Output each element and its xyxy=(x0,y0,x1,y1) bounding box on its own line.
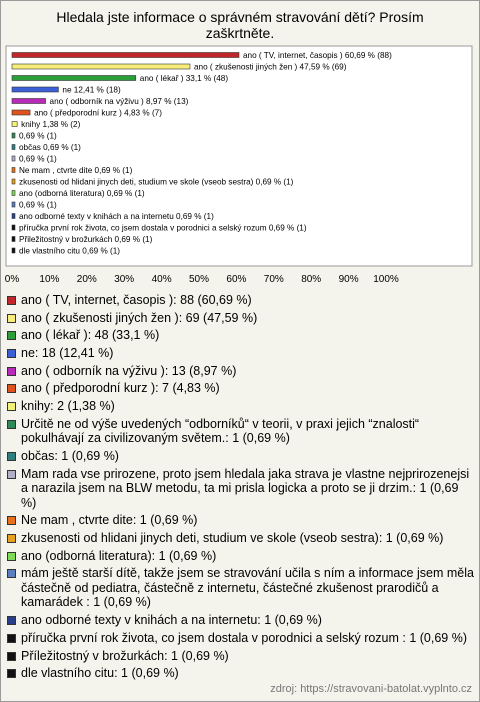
legend-label: ano ( odborník na výživu ): 13 (8,97 %) xyxy=(21,363,237,378)
bar-8 xyxy=(12,133,15,138)
legend-item xyxy=(6,566,474,610)
legend-label: Ne mam , ctvrte dite: 1 (0,69 %) xyxy=(21,513,198,528)
bar-7 xyxy=(12,122,17,127)
bar-label-4: ne 12,41 % (18) xyxy=(62,85,121,95)
x-tick-label: 100% xyxy=(373,274,399,285)
legend-label: Příležitostný v brožurkách: 1 (0,69 %) xyxy=(21,648,229,663)
legend-item xyxy=(6,467,474,511)
legend-swatch xyxy=(7,534,16,543)
legend-swatch xyxy=(7,652,16,661)
legend-item xyxy=(6,417,474,446)
chart-legend xyxy=(6,293,474,684)
legend-item xyxy=(6,399,474,414)
x-tick-label: 80% xyxy=(301,274,322,285)
legend-item xyxy=(6,346,474,361)
legend-item xyxy=(6,328,474,343)
bar-15 xyxy=(12,214,15,219)
legend-swatch xyxy=(7,349,16,358)
legend-label: ano ( předporodní kurz ): 7 (4,83 %) xyxy=(21,381,220,396)
x-tick-label: 10% xyxy=(39,274,60,285)
x-tick-label: 60% xyxy=(226,274,247,285)
legend-item xyxy=(6,649,474,664)
x-tick-label: 90% xyxy=(338,274,359,285)
bar-3 xyxy=(12,76,136,81)
bar-17 xyxy=(12,237,15,242)
legend-label: Mam rada vse prirozene, proto jsem hledala jaka strava je vlastne nejprirozenejsi a narazila jsem na BLW metodu, ta mi prisla logicka a proto se ji drzim.: 1 (0,69 %) xyxy=(21,466,470,510)
legend-swatch xyxy=(7,669,16,678)
x-tick-label: 0% xyxy=(4,274,20,285)
legend-label: knihy: 2 (1,38 %) xyxy=(21,399,115,414)
bar-label-16: příručka první rok života, co jsem dostala v porodnici a selský rozum 0,69 % (1) xyxy=(19,223,307,233)
bar-13 xyxy=(12,191,15,196)
legend-label: ano ( lékař ): 48 (33,1 %) xyxy=(21,328,160,343)
legend-swatch xyxy=(7,634,16,643)
legend-swatch xyxy=(7,420,16,429)
legend-swatch xyxy=(7,402,16,411)
bar-label-1: ano ( TV, internet, časopis ) 60,69 % (88) xyxy=(242,51,392,60)
legend-label: zkusenosti od hlidani jinych deti, studium ve skole (vseob sestra): 1 (0,69 %) xyxy=(21,531,444,546)
bar-chart xyxy=(0,0,480,290)
bar-label-14: 0,69 % (1) xyxy=(19,200,57,210)
source-note: zdroj: https://stravovani-batolat.vyplnto.cz xyxy=(270,683,472,695)
legend-item xyxy=(6,293,474,308)
bar-label-18: dle vlastního citu 0,69 % (1) xyxy=(19,246,121,256)
legend-item xyxy=(6,531,474,546)
legend-item xyxy=(6,631,474,646)
x-tick-label: 30% xyxy=(114,274,135,285)
bar-label-5: ano ( odborník na výživu ) 8,97 % (13) xyxy=(49,97,189,106)
bar-6 xyxy=(12,110,30,115)
bar-label-6: ano ( předporodní kurz ) 4,83 % (7) xyxy=(34,108,162,118)
legend-item xyxy=(6,449,474,464)
legend-item xyxy=(6,311,474,326)
bar-10 xyxy=(12,156,15,161)
bar-label-3: ano ( lékař ) 33,1 % (48) xyxy=(139,74,229,83)
bar-4 xyxy=(12,87,58,92)
bar-label-17: Přiležitostný v brožurkách 0,69 % (1) xyxy=(19,235,153,244)
bar-16 xyxy=(12,225,15,230)
legend-swatch xyxy=(7,470,16,479)
legend-swatch xyxy=(7,616,16,625)
legend-swatch xyxy=(7,367,16,376)
bar-label-15: ano odborné texty v knihách a na internetu 0,69 % (1) xyxy=(19,212,214,221)
bar-18 xyxy=(12,248,15,253)
legend-swatch xyxy=(7,314,16,323)
bar-label-7: knihy 1,38 % (2) xyxy=(21,120,81,129)
legend-label: ano ( TV, internet, časopis ): 88 (60,69 %) xyxy=(21,293,252,307)
legend-swatch xyxy=(7,516,16,525)
legend-swatch xyxy=(7,296,16,305)
legend-item xyxy=(6,613,474,628)
legend-label: příručka první rok života, co jsem dostala v porodnici a selský rozum : 1 (0,69 %) xyxy=(21,630,468,645)
legend-item xyxy=(6,364,474,379)
legend-label: Určitě ne od výše uvedených “odborníků“ v teorii, v praxi jejich “znalosti“ pokulhávají za civilizovaným světem.: 1 (0,69 %) xyxy=(21,416,420,446)
bar-11 xyxy=(12,168,15,173)
legend-swatch xyxy=(7,384,16,393)
bar-14 xyxy=(12,202,15,207)
legend-swatch xyxy=(7,331,16,340)
legend-label: občas: 1 (0,69 %) xyxy=(21,449,119,463)
legend-swatch xyxy=(7,552,16,561)
bar-label-9: občas 0,69 % (1) xyxy=(19,143,81,152)
bar-label-13: ano (odborná literatura) 0,69 % (1) xyxy=(19,189,145,198)
legend-item xyxy=(6,549,474,564)
x-tick-label: 50% xyxy=(188,274,210,285)
title-line-2: zaškrtněte. xyxy=(205,25,275,41)
legend-item xyxy=(6,513,474,528)
legend-label: mám ještě starší dítě, takže jsem se stravování učila s ním a informace jsem měla částečně od pediatra, částečně z internetu, částečné zkušenost prarodičů a kamarádek : 1 (0,69 %) xyxy=(21,566,474,610)
x-tick-label: 20% xyxy=(76,274,97,285)
legend-swatch xyxy=(7,452,16,461)
legend-label: ano ( zkušenosti jiných žen ): 69 (47,59 %) xyxy=(21,310,258,325)
bar-label-2: ano ( zkušenosti jiných žen ) 47,59 % (69) xyxy=(193,62,347,72)
legend-label: ano odborné texty v knihách a na internetu: 1 (0,69 %) xyxy=(21,613,322,628)
bar-label-11: Ne mam , ctvrte dite 0,69 % (1) xyxy=(19,166,133,175)
legend-label: ano (odborná literatura): 1 (0,69 %) xyxy=(21,548,217,563)
legend-swatch xyxy=(7,569,16,578)
bar-12 xyxy=(12,179,15,184)
x-tick-label: 70% xyxy=(263,274,284,285)
legend-item xyxy=(6,666,474,681)
bar-2 xyxy=(12,64,190,69)
bar-1 xyxy=(12,53,239,58)
title-line-1: Hledala jste informace o správném stravování dětí? Prosím xyxy=(56,9,424,25)
x-tick-label: 40% xyxy=(151,274,172,285)
legend-label: dle vlastního citu: 1 (0,69 %) xyxy=(21,666,179,681)
bar-label-10: 0,69 % (1) xyxy=(19,154,57,164)
bar-label-12: zkusenosti od hlidani jinych deti, studium ve skole (vseob sestra) 0,69 % (1) xyxy=(19,177,294,187)
bar-label-8: 0,69 % (1) xyxy=(19,131,57,141)
bar-5 xyxy=(12,99,46,104)
legend-item xyxy=(6,381,474,396)
bar-9 xyxy=(12,145,15,150)
legend-label: ne: 18 (12,41 %) xyxy=(21,346,114,361)
